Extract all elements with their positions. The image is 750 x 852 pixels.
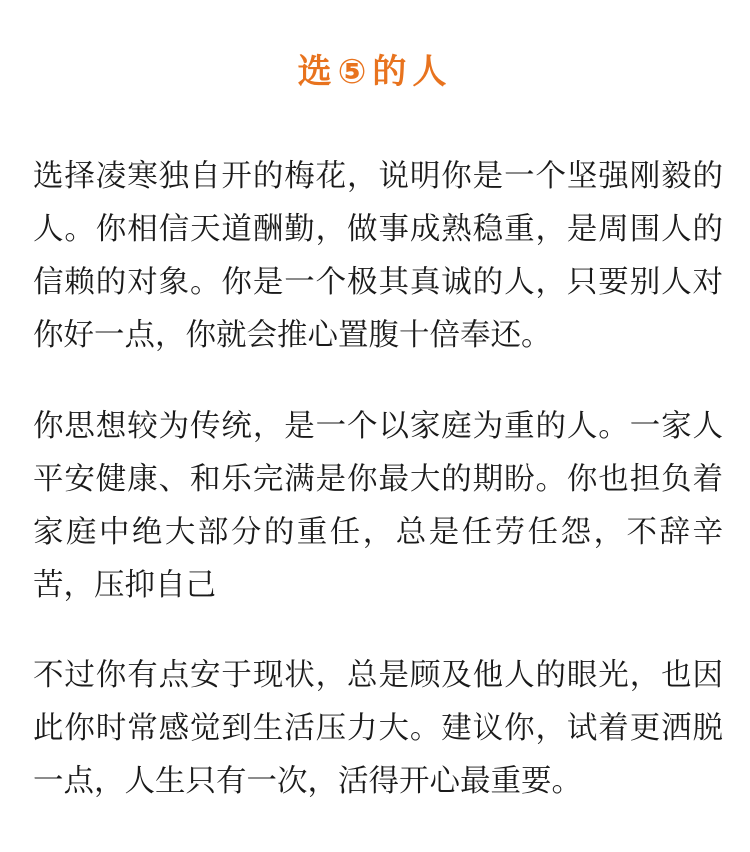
paragraph-2: 你思想较为传统，是一个以家庭为重的人。一家人平安健康、和乐完满是你最大的期盼。你也担负着家庭中绝大部分的重任，总是任劳任怨，不辞辛苦，压抑自己 — [33, 409, 723, 603]
paragraph-1: 选择凌寒独自开的梅花，说明你是一个坚强刚毅的人。你相信天道酬勤，做事成熟稳重，是周围人的信赖的对象。你是一个极其真诚的人，只要别人对你好一点，你就会推心置腹十倍奉还。 — [33, 159, 723, 353]
paragraph-3: 不过你有点安于现状，总是顾及他人的眼光，也因此你时常感觉到生活压力大。建议你，试着更洒脱一点，人生只有一次，活得开心最重要。 — [33, 658, 723, 799]
article-title: 选⑤的人 — [297, 52, 453, 92]
